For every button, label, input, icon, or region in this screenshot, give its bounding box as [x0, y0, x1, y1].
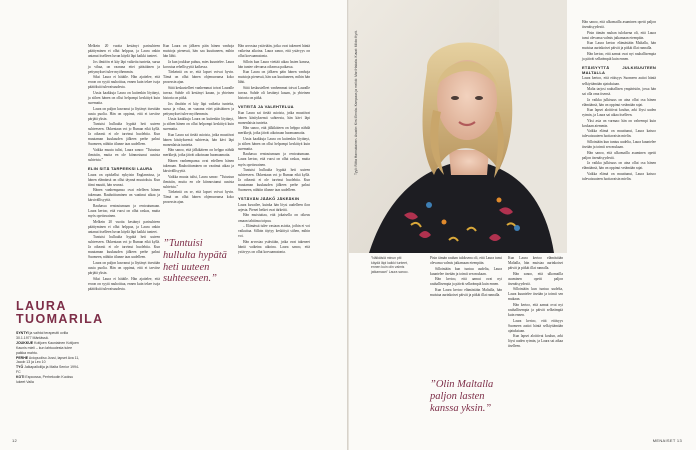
paragraph: Laura on paljon kasvanut ja löytänyt itsestään uusia puolia. Hän on oppinut, että ei tarvitse pärjätä yksin.	[88, 260, 160, 276]
paragraph: Siksi Laura ei hätäile. Hän ajattelee, että eroon on syytä rauhoittua, ennen kuin tekee isoja päätöksiä tulevaisuudesta.	[88, 75, 160, 90]
paragraph: Rauhassa rentoutumaan ja rentoutumaan. Laura kertoo, että vuosi on ollut raskas, mutta myös opettavainen.	[238, 152, 310, 167]
paragraph: Ja vaikka julkisuus on aina ollut osa hänen elämäänsä, hän on oppinut vetämään rajat.	[582, 161, 656, 171]
paragraph: Hän sanoo, että jälkikäteen on helppo nähdä merkkejä, jotka jäivät aikoinaan huomaamatta.	[238, 126, 310, 136]
paragraph: Hänen vanhempansa ovat edelleen hänen tukenaan. Rauhoittuminen on vaatinut aikaa ja kärsivällisyyttä.	[88, 188, 160, 203]
paragraph: Siitä keskustelleet vanhemmat toivat Lauralle turvaa. Suhde oli kestänyt kauan, ja yhteinen historia on pitkä.	[238, 85, 310, 100]
article-column-1	[88, 44, 160, 292]
paragraph: Siksi Laura ei hätäile. Hän ajattelee, että eroon on syytä rauhoittua, ennen kuin tekee isoja päätöksiä tulevaisuudesta.	[88, 276, 160, 291]
paragraph: Hän sanoo, että ulkomailla asuminen opetti paljon itsenäisyydestä.	[582, 150, 656, 160]
paragraph: Tuntuisi hulluulta hypätä heti uuteen suhteeseen. Okkentaan voi jo Ruman eikä kyllä. Ja oikeasti ei ole tarvinut huolehtia. Kun muutaman kuukauden jälkeen perhe palasi Suomeen, nähtiin tilanne taas uudelleen.	[88, 122, 160, 147]
paragraph: Uusia kaakkuja Laura on kuitenkin löytänyt, ja siihen hänen on ollut helpompi keskittyä kuin surematta.	[88, 90, 160, 106]
paragraph: Laura kertoo, että etäisyys Suomeen auttoi häntä selkiyttämään ajatuksiaan.	[582, 76, 656, 86]
paragraph: Hän arvostaa ystäviään, jotka ovat tukeneet häntä vaikeina aikoina. Laura sanoo, että ystävyys on ollut korvaamatonta.	[238, 239, 310, 254]
paragraph: Uusia kaakkuja Laura on kuitenkin löytänyt, ja siihen hänen on ollut helpompi keskittyä kuin surematta.	[163, 117, 234, 132]
article-column-3	[238, 44, 310, 255]
paragraph: Jos ilmiöön ei käy läpi vaikeita tunteita, surua ja vihaa, on vaarana ettei pääsiäinen ja pettymykset tulee myöhemmin.	[163, 101, 234, 116]
paragraph: Kun lapset aloittivat koulun, arki löysi uuden rytmin, ja Laura sai aikaa itselleen.	[508, 334, 563, 349]
paragraph: Vaikka muuta tulisi, Laura sanoo: ”Tutustun ihmisiin, mutta en ole kiinnostunut uusista suhteista.”	[163, 174, 234, 189]
article-column-6	[582, 20, 656, 182]
fact-text: Aviopuoliso Jussi, lapset Ava 11, Jacob 13 ja Leo 10	[16, 355, 80, 365]
fact-label: JOUKKUE	[16, 340, 34, 345]
paragraph: Rauhassa rentoutumaan ja rentoutumaan. Laura kertoo, että vuosi on ollut raskas, mutta myös opettavainen.	[88, 203, 160, 218]
paragraph: Laura kuvailee, kuinka hän löysi uudelleen ilon arjesta. Pienet hetket ovat tärkeitä.	[238, 202, 310, 212]
paragraph: Vaikka muuta tulisi, Laura sanoo: ”Tutustun ihmisiin, mutta en ole kiinnostunut uusista suhteista.”	[88, 147, 160, 163]
paragraph: Hän sanoo, että ulkomailla asuminen opetti paljon itsenäisyydestä.	[582, 20, 656, 30]
paragraph: Tärkeintä on se, että lapset voivat hyvin. Tämä on ollut hänen ohjenuoransa koko prosessin ajan.	[163, 70, 234, 85]
photo-credit: Tyyli: Riitta Hannukainen. Asuste: Kirsi Eerola. Kampaus ja meikki: Mari Hakala. Kuvat: Mikko Kyrö.	[354, 30, 358, 175]
article-column-5	[508, 256, 563, 350]
profile-name-line2: TUOMARILA	[16, 311, 104, 326]
fact-label: TYÖ	[16, 365, 24, 370]
paragraph: Ja vaikka julkisuus on aina ollut osa hänen elämäänsä, hän on oppinut vetämään rajat.	[582, 97, 656, 107]
paragraph: Ja kun joukkue puhuu, mies kuuntelee. Laura korostaa rehellisyyttä kaikessa.	[163, 59, 234, 69]
fact-text: Kotijoen Kauniainen Kotijoen Kaunis mieli – kun lahtuudesta tulee paikka mahtu.	[16, 340, 79, 355]
fact-row	[16, 375, 80, 385]
paragraph: Malta tarjosi rauhallisen ympäristön, jossa hän sai olla oma itsensä.	[582, 87, 656, 97]
fact-label: KOTI	[16, 375, 25, 380]
pull-quote: ”Olin Maltalla paljon lasten kanssa yksin.”	[430, 379, 494, 414]
fact-label: SYNTYI	[16, 331, 29, 335]
section-subhead: YSTÄVÄN JÄÄKÖ JÄKEÄKIN	[238, 196, 300, 202]
paragraph: Kun Laura kertoo elämästään Maltalla, hän muistaa aurinkoiset päivät ja pitkät illat rannalla.	[582, 41, 656, 51]
paragraph: Hän kertoo, että aamut ovat nyt rauhallisempia ja päivät selkeämpiä kuin ennen.	[430, 277, 502, 287]
paragraph: Siitä keskustelleet vanhemmat toivat Lauralle turvaa. Suhde oli kestänyt kauan, ja yhteinen historia on pitkä.	[163, 85, 234, 100]
profile-name-line1: LAURA	[16, 299, 67, 313]
paragraph: Melkein 20 vuotta kestänyt parisuhteen päättyminen ei ollut helppoa, ja Laura onkin antanut itselleen luvan käydä läpi kaikki tunteet.	[88, 219, 160, 234]
section-subhead: ELIN SITÄ TARPEEKSI LAURA	[88, 166, 153, 172]
paragraph: Kun Laura on jälkeen päin hänen vanhoja muistoja pienessä, hän saa kuuttuneen, mihin hän lähti.	[238, 70, 310, 85]
fact-label: PERHE	[16, 355, 29, 360]
page-number-right: MENAISET 13	[652, 438, 682, 443]
fact-row	[16, 365, 80, 375]
profile-facts	[16, 331, 80, 385]
paragraph: Yksi asia on varmaa: hän on vahvempi kuin koskaan aiemmin.	[582, 118, 656, 128]
section-subhead: VIITEITÄ JA VALEHTELUA	[238, 104, 294, 110]
page-number-left: 12	[12, 438, 18, 443]
pull-quote: ”Tuntuisi hullulta hypätä heti uuteen suhteeseen.”	[163, 238, 227, 285]
paragraph: Hän kertoo, että aamut ovat nyt rauhallisempia ja päivät selkeämpiä kuin ennen.	[582, 51, 656, 61]
paragraph: Tärkeintä on se, että lapset voivat hyvin. Tämä on ollut hänen ohjenuoransa koko prosessin ajan.	[163, 190, 234, 205]
paragraph: Vaikka elämä on muuttunut, Laura katsoo tulevaisuuteen luottavaisin mielin.	[582, 171, 656, 181]
fact-row	[16, 341, 80, 356]
paragraph: Pisin tämän rauhan tuloksena oli, että Laura tunsi olevansa valmis jatkamaan eteenpäin.	[582, 30, 656, 40]
paragraph: Kun Laura on jälkeen päin hänen vanhoja muistoja pienessä, hän saa kuuttuneen, mihin hän lähti.	[163, 44, 234, 59]
photo-caption: ”Nälkäisiä minun piti käydä läpi kaikki tunteet, ennen kuin olin valmis jatkamaan” Laura sanoo.	[371, 256, 409, 274]
paragraph: Sillointään kun tuntuu uudelta, Laura kuuntelee itseään ja toimii sen mukaan.	[430, 266, 502, 276]
fact-row	[16, 356, 80, 366]
profile-name	[16, 299, 104, 326]
article-column-2	[163, 44, 234, 206]
paragraph: Hän sanoo, että jälkikäteen on helppo nähdä merkkejä, jotka jäivät aikoinaan huomaamatta.	[163, 148, 234, 158]
paragraph: Kun Laura sai tietää asioista, jotka muuttivat hänen käsityksensä suhteesta, hän kävi läpi monenlaisia tunteita.	[238, 110, 310, 125]
paragraph: Hän muistuttaa, että jokaisella on oikeus omaan tahtiinsa toipua.	[238, 213, 310, 223]
paragraph: Kun Laura sai tietää asioista, jotka muuttivat hänen käsityksensä suhteesta, hän kävi läpi monenlaisia tunteita.	[163, 132, 234, 147]
profile-sidebar	[16, 299, 104, 385]
paragraph: Sillointään kun tuntuu uudelta, Laura kuuntelee itseään ja toimii sen mukaan.	[582, 140, 656, 150]
paragraph: Hän sanoo, että ulkomailla asuminen opetti paljon itsenäisyydestä.	[508, 271, 563, 286]
article-column-4	[430, 256, 502, 298]
paragraph: Kun Laura kertoo elämästään Maltalla, hän muistaa aurinkoiset päivät ja pitkät illat rannalla.	[508, 256, 563, 271]
paragraph: Tuntuisi hulluulta hypätä heti uuteen suhteeseen. Okkentaan voi jo Ruman eikä kyllä. Ja oikeasti ei ole tarvinut huolehtia. Kun muutaman kuukauden jälkeen perhe palasi Suomeen, nähtiin tilanne taas uudelleen.	[88, 235, 160, 260]
fact-text: Jalkapalloilija ja Malta Senior 1994-FC	[16, 365, 80, 375]
paragraph: Tuntuisi hulluulta hypätä heti uuteen suhteeseen. Okkentaan voi jo Ruman eikä kyllä. Ja oikeasti ei ole tarvinut huolehtia. Kun muutaman kuukauden jälkeen perhe palasi Suomeen, nähtiin tilanne taas uudelleen.	[238, 168, 310, 193]
section-subhead: ETÄISYYTTÄ JULKISUUTEEN MALTALLA	[582, 64, 656, 75]
paragraph: Laura on opiskellut nykyisin Englannissa, ja hänen elämänsä on ollut täynnä muutoksia. Kun tiimi muutti, hän seurasi.	[88, 172, 160, 187]
paragraph: Pisin tämän rauhan tuloksena oli, että Laura tunsi olevansa valmis jatkamaan eteenpäin.	[430, 256, 502, 266]
paragraph: – Elämässä tulee vastaan asioita, joihin ei voi vaikuttaa. Silloin täytyy keskittyä siihen, mihin voi.	[238, 224, 310, 239]
paragraph: Melkein 20 vuotta kestänyt parisuhteen päättyminen ei ollut helppoa, ja Laura onkin antanut itselleen luvan käydä läpi kaikki tunteet.	[88, 44, 160, 59]
fact-row	[16, 331, 80, 341]
paragraph: Hän arvostaa ystäviään, jotka ovat tukeneet häntä vaikeina aikoina. Laura sanoo, että ystävyys on ollut korvaamatonta.	[238, 44, 310, 59]
paragraph: Uusia kaakkuja Laura on kuitenkin löytänyt, ja siihen hänen on ollut helpompi keskittyä kuin surematta.	[238, 136, 310, 151]
paragraph: Laura kertoo, että etäisyys Suomeen auttoi häntä selkiyttämään ajatuksiaan.	[508, 318, 563, 333]
portrait-illustration	[349, 0, 567, 253]
portrait-photo	[349, 0, 567, 253]
paragraph: Vaikka elämä on muuttunut, Laura katsoo tulevaisuuteen luottavaisin mielin.	[582, 129, 656, 139]
paragraph: Kun Laura kertoo elämästään Maltalla, hän muistaa aurinkoiset päivät ja pitkät illat rannalla.	[430, 287, 502, 297]
paragraph: Hänen vanhempansa ovat edelleen hänen tukenaan. Rauhoittuminen on vaatinut aikaa ja kärsivällisyyttä.	[163, 159, 234, 174]
fact-text: ja vaihtoi terapeutti ovilla 30.1.1977 Mäntässä.	[16, 331, 68, 340]
paragraph: Laura on paljon kasvanut ja löytänyt itsestään uusia puolia. Hän on oppinut, että ei tarvitse pärjätä yksin.	[88, 106, 160, 121]
paragraph: Jos ilmiöön ei käy läpi vaikeita tunteita, surua ja vihaa, on vaarana ettei pääsiäinen ja pettymykset tulee myöhemmin.	[88, 59, 160, 74]
paragraph: Kun lapset aloittivat koulun, arki löysi uuden rytmin, ja Laura sai aikaa itselleen.	[582, 108, 656, 118]
fact-text: Espoossa, Perhekodin Kuoksu lukeet Vaila	[16, 375, 74, 385]
paragraph: Sillointään kun tuntuu uudelta, Laura kuuntelee itseään ja toimii sen mukaan.	[508, 287, 563, 302]
paragraph: Silloin kun Laura viettää aikaa lasten kanssa, hän tuntee olevansa oikeassa paikassa.	[238, 59, 310, 69]
paragraph: Hän kertoo, että aamut ovat nyt rauhallisempia ja päivät selkeämpiä kuin ennen.	[508, 302, 563, 318]
